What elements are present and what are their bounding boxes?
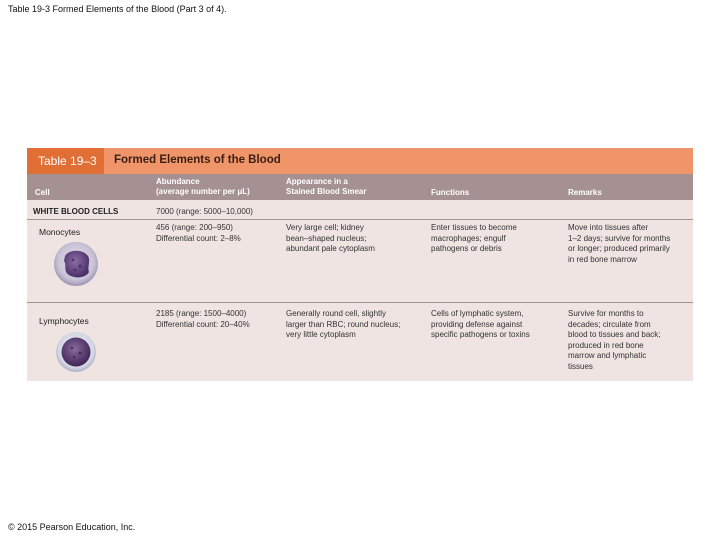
monocytes-appearance <box>286 223 375 255</box>
text-line: providing defense against <box>431 319 523 329</box>
table-number: Table 19–3 <box>38 154 97 168</box>
text-line: tissues <box>568 361 593 371</box>
row-name-lymphocytes: Lymphocytes <box>39 316 89 326</box>
slide-title: Table 19-3 Formed Elements of the Blood (Part 3 of 4). <box>8 4 227 14</box>
text-line: Differential count: 20–40% <box>156 319 250 329</box>
text-line: abundant pale cytoplasm <box>286 244 375 253</box>
group-separator <box>27 219 693 220</box>
lymphocytes-remarks <box>568 309 661 372</box>
table-banner <box>27 148 693 174</box>
text-line: 2185 (range: 1500–4000) <box>156 309 247 318</box>
text-line: Survive for months to <box>568 309 644 318</box>
text-line: specific pathogens or toxins <box>431 330 530 339</box>
header-abundance-line-2: (average number per μL) <box>156 187 250 196</box>
header-abundance <box>156 177 250 197</box>
row-separator <box>27 302 693 303</box>
text-line: macrophages; engulf <box>431 233 506 243</box>
text-line: marrow and lymphatic <box>568 351 647 360</box>
monocytes-remarks <box>568 223 670 265</box>
lymphocytes-abundance <box>156 309 250 330</box>
monocytes-abundance <box>156 223 241 244</box>
text-line: Generally round cell, slightly <box>286 309 387 318</box>
lymphocytes-functions <box>431 309 530 341</box>
text-line: Differential count: 2–8% <box>156 233 241 243</box>
table-title: Formed Elements of the Blood <box>114 154 281 166</box>
text-line: Enter tissues to become <box>431 223 517 232</box>
header-remarks: Remarks <box>568 188 602 197</box>
text-line: 456 (range: 200–950) <box>156 223 233 232</box>
text-line: in red bone marrow <box>568 254 637 264</box>
text-line: larger than RBC; round nucleus; <box>286 319 401 329</box>
table-header-row <box>27 174 693 200</box>
lymphocytes-appearance <box>286 309 400 341</box>
text-line: Move into tissues after <box>568 223 649 232</box>
formed-elements-table <box>27 148 693 381</box>
copyright-notice: © 2015 Pearson Education, Inc. <box>8 522 136 532</box>
monocyte-cell-image <box>53 241 99 287</box>
text-line: or longer; produced primarily <box>568 244 670 253</box>
header-appearance <box>286 177 366 197</box>
table-number-box <box>27 148 104 174</box>
text-line: pathogens or debris <box>431 244 502 253</box>
row-name-monocytes: Monocytes <box>39 227 81 237</box>
text-line: 1–2 days; survive for months <box>568 233 671 243</box>
header-appearance-line-1: Appearance in a <box>286 177 348 186</box>
text-line: produced in red bone <box>568 340 644 350</box>
text-line: Very large cell; kidney <box>286 223 364 232</box>
header-abundance-line-1: Abundance <box>156 177 200 186</box>
text-line: very little cytoplasm <box>286 330 356 339</box>
monocytes-functions <box>431 223 517 255</box>
group-abundance: 7000 (range: 5000–10,000) <box>156 207 253 216</box>
text-line: Cells of lymphatic system, <box>431 309 524 318</box>
header-cell: Cell <box>35 188 50 197</box>
lymphocyte-cell-image <box>55 331 97 373</box>
text-line: decades; circulate from <box>568 319 651 329</box>
header-functions: Functions <box>431 188 470 197</box>
group-label-white-blood-cells: WHITE BLOOD CELLS <box>33 207 119 216</box>
header-appearance-line-2: Stained Blood Smear <box>286 187 367 196</box>
text-line: blood to tissues and back; <box>568 330 661 339</box>
text-line: bean–shaped nucleus; <box>286 233 367 243</box>
